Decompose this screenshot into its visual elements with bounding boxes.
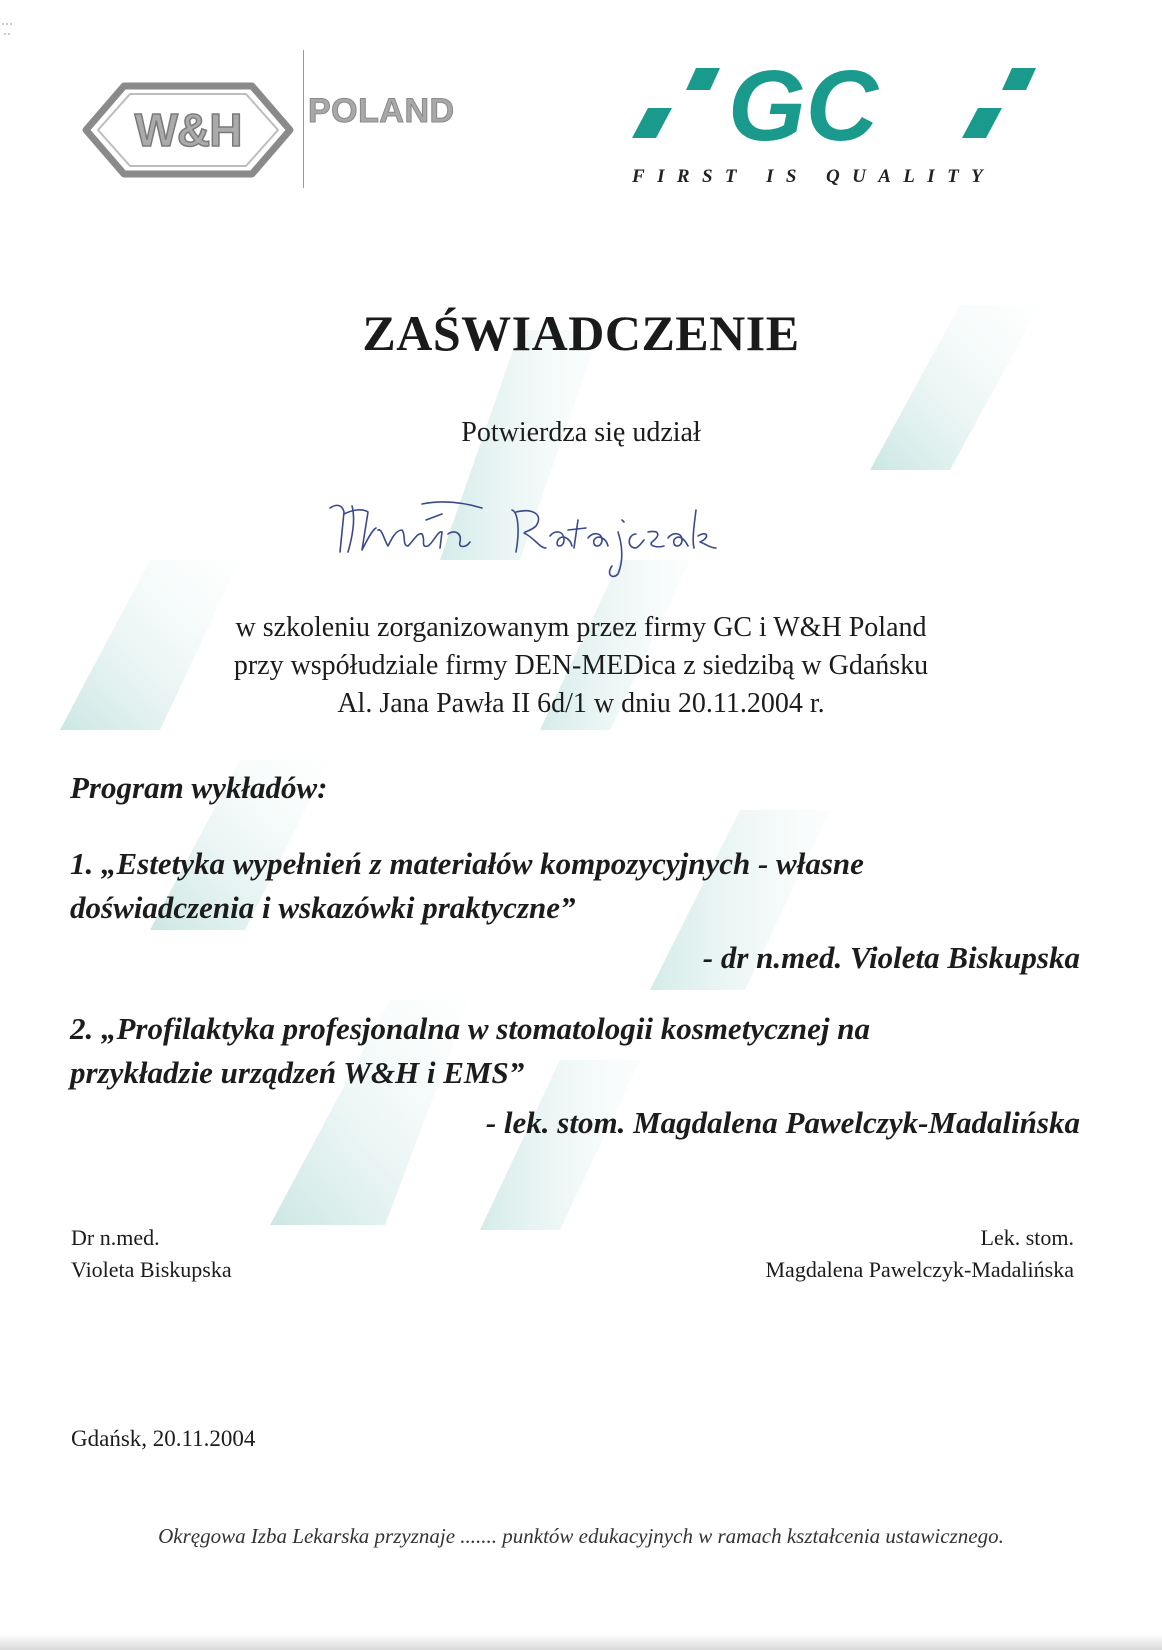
certificate-title: ZAŚWIADCZENIE <box>362 305 800 361</box>
signatory-left <box>71 1222 232 1286</box>
lecture-speaker: - lek. stom. Magdalena Pawelczyk-Madalińska <box>485 1105 1080 1140</box>
wh-emblem-text: W&H <box>134 104 242 156</box>
wh-divider <box>303 50 304 188</box>
program-heading: Program wykładów: <box>70 770 328 805</box>
wh-poland-text: POLAND <box>308 92 455 130</box>
body-line: w szkoleniu zorganizowanym przez firmy GC i W&H Poland <box>235 612 927 643</box>
lecture-title-line: przykładzie urządzeń W&H i EMS” <box>70 1055 525 1090</box>
wh-poland-label <box>308 92 455 131</box>
signatory-name: Violeta Biskupska <box>71 1257 232 1282</box>
body-paragraph <box>0 609 1162 723</box>
footer-note: Okręgowa Izba Lekarska przyznaje ....... punktów edukacyjnych w ramach kształcenia ustawicznego. <box>158 1524 1004 1548</box>
signatory-name: Magdalena Pawelczyk-Madalińska <box>765 1257 1074 1282</box>
gc-logo-letters: GC <box>728 58 878 158</box>
wh-emblem-text-wrap <box>78 84 298 176</box>
participant-handwritten-name <box>322 490 762 580</box>
signatory-title: Dr n.med. <box>71 1225 160 1250</box>
gc-tagline: FIRST IS QUALITY <box>632 166 996 187</box>
lecture-title-line: doświadczenia i wskazówki praktyczne” <box>70 890 576 925</box>
signatory-right <box>660 1222 1074 1286</box>
lecture-title-line: 2. „Profilaktyka profesjonalna w stomatologii kosmetycznej na <box>70 1011 870 1046</box>
lecture-speaker: - dr n.med. Violeta Biskupska <box>702 940 1080 975</box>
signatory-title: Lek. stom. <box>980 1225 1074 1250</box>
scan-corner-mark <box>0 18 30 48</box>
scan-bottom-edge <box>0 1634 1162 1650</box>
lecture-title-line: 1. „Estetyka wypełnień z materiałów kompozycyjnych - własne <box>70 846 864 881</box>
lecture-item <box>70 1007 1080 1145</box>
lecture-item <box>70 842 1080 980</box>
intro-text: Potwierdza się udział <box>461 417 701 448</box>
body-line: Al. Jana Pawła II 6d/1 w dniu 20.11.2004 r. <box>337 688 825 719</box>
place-date: Gdańsk, 20.11.2004 <box>71 1426 256 1451</box>
gc-logo <box>632 58 1072 158</box>
body-line: przy współudziale firmy DEN-MEDica z siedzibą w Gdańsku <box>233 650 929 681</box>
